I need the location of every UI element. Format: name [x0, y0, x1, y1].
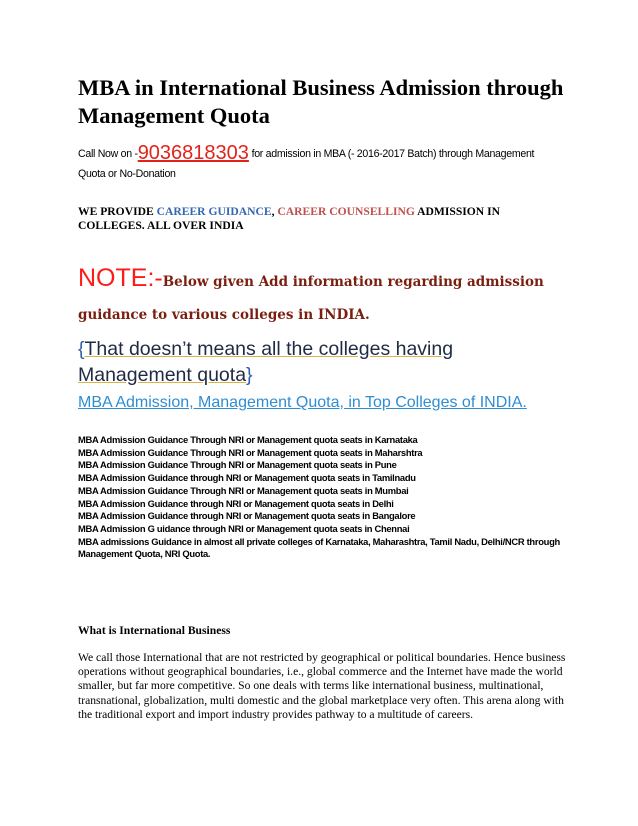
phone-number-link[interactable]: 9036818303 [137, 142, 249, 164]
call-line-2: Quota or No-Donation [78, 168, 176, 180]
list-item: MBA admissions Guidance in almost all private colleges of Karnataka, Maharashtra, Tamil Nadu, Delhi/NCR through Management Quota, NRI Quota. [78, 535, 560, 560]
list-item: MBA Admission Guidance through NRI or Management quota seats in Bangalore [78, 510, 416, 522]
career-guidance-text: CAREER GUIDANCE [156, 205, 272, 218]
disclaimer [78, 336, 558, 388]
call-suffix: for admission in MBA (- 2016-2017 Batch) through Management [248, 148, 535, 160]
list-item: MBA Admission G uidance through NRI or Management quota seats in Chennai [78, 522, 410, 534]
call-now-line [78, 142, 598, 181]
list-item: MBA Admission Guidance Through NRI or Management quota seats in Karnataka [78, 434, 418, 445]
list-item: MBA Admission Guidance through NRI or Management quota seats in Tamilnadu [78, 472, 416, 484]
guidance-list [78, 434, 578, 561]
disclaimer-open-brace: { [78, 338, 85, 360]
call-prefix: Call Now on - [78, 148, 138, 160]
provide-text-1: WE PROVIDE [78, 205, 157, 218]
list-item: MBA Admission Guidance Through NRI or Management quota seats in Mumbai [78, 484, 409, 496]
disclaimer-close-brace: } [246, 364, 253, 386]
note-text: Below given Add information regarding admission guidance to various colleges in INDIA. [78, 274, 544, 323]
provide-text-2: ADMISSION IN COLLEGES. ALL OVER INDIA [78, 205, 500, 232]
mba-admission-heading-link[interactable]: MBA Admission, Management Quota, in Top Colleges of INDIA. [78, 394, 527, 411]
provide-statement [78, 205, 568, 233]
note-label: NOTE:- [78, 264, 163, 292]
note-block [78, 262, 558, 332]
section-title: What is International Business [78, 624, 231, 637]
page-title: MBA in International Business Admission through Management Quota [78, 75, 564, 128]
list-item: MBA Admission Guidance Through NRI or Management quota seats in Maharshtra [78, 446, 423, 458]
list-item: MBA Admission Guidance through NRI or Management quota seats in Delhi [78, 497, 394, 509]
body-paragraph: We call those International that are not restricted by geographical or political boundaries. Hence business operations without geographical boundaries, i.e., global commerce and the Internet have made the world smaller, but far more competitive. So one deals with terms like international business, multinational, transnational, globalization, multi domestic and the global marketplace very often. This arena along with the traditional export and import industry provides pathway to a multitude of careers. [78, 651, 566, 721]
disclaimer-text: That doesn’t means all the colleges having Management quota [78, 338, 454, 386]
list-item: MBA Admission Guidance Through NRI or Management quota seats in Pune [78, 459, 397, 471]
provide-comma: , [271, 205, 278, 218]
career-counselling-text: CAREER COUNSELLING [277, 205, 415, 218]
